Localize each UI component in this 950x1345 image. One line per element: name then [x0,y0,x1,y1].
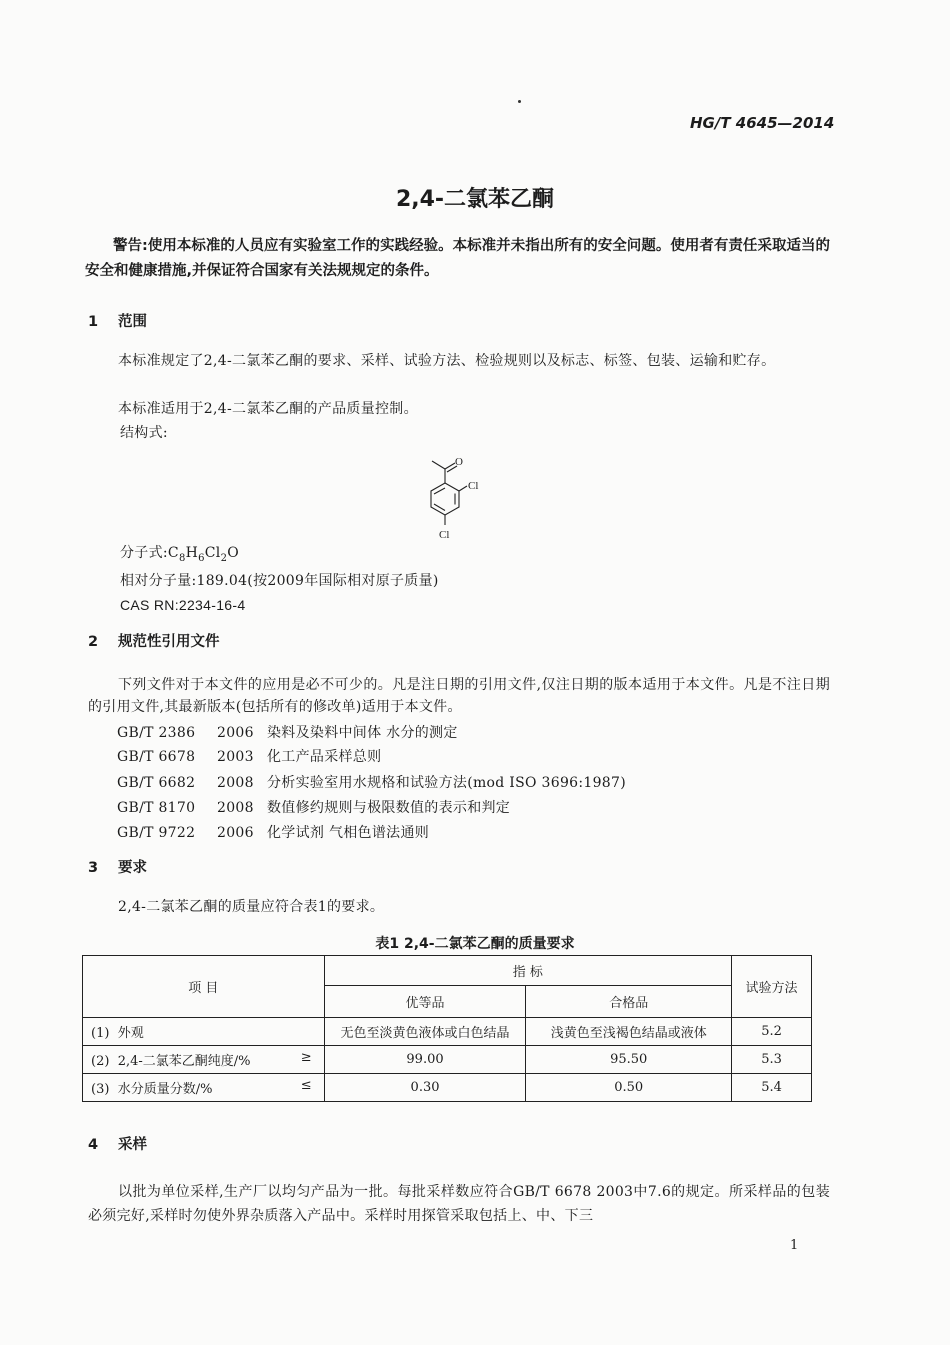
row-qualified: 0.50 [526,1074,732,1102]
methyl-bond [432,461,445,469]
ref-code: GB/T 9722 [117,825,196,841]
requirements-intro: 2,4-二氯苯乙酮的质量应符合表1的要求。 [118,899,385,915]
table-caption: 表1 2,4-二氯苯乙酮的质量要求 [375,936,575,952]
row-label: 2,4-二氯苯乙酮纯度/% [117,1054,251,1069]
standard-code: HG/T 4645—2014 [690,114,835,132]
section-4-title: 采样 [118,1137,147,1153]
molecular-weight: 相对分子量:189.04(按2009年国际相对原子质量) [120,573,439,589]
header-superior: 优等品 [324,986,526,1018]
section-4-number: 4 [88,1137,99,1153]
ref-code: GB/T 2386 [117,725,196,741]
row-qualified: 95.50 [526,1046,732,1074]
ref-title: 染料及染料中间体 水分的测定 [267,725,458,741]
oxygen-label: O [455,456,463,468]
section-1-number: 1 [88,314,99,330]
row-number: (3) [91,1082,110,1097]
warning-paragraph: 警告:使用本标准的人员应有实验室工作的实践经验。本标准并未指出所有的安全问题。使用者有责任采取适当的安全和健康措施,并保证符合国家有关法规规定的条件。 [85,238,830,279]
chloro-bond-2 [459,486,467,491]
table-row [83,1074,812,1102]
scan-speck [518,100,521,103]
chlorine-label-2: Cl [468,480,479,492]
formula-value: $C_8H_6Cl_2O$ [167,545,240,564]
row-superior: 无色至淡黄色液体或白色结晶 [324,1018,526,1046]
row-superior: 99.00 [324,1046,526,1074]
ref-year: 2006 [217,825,254,841]
row-number: (1) [91,1026,110,1041]
quality-requirements-table [82,955,812,1102]
ref-title: 化学试剂 气相色谱法通则 [267,825,430,841]
ref-code: GB/T 6678 [117,749,196,765]
row-number: (2) [91,1054,110,1069]
scope-paragraph-2: 本标准适用于2,4-二氯苯乙酮的产品质量控制。 [118,401,418,417]
scope-paragraph-1: 本标准规定了2,4-二氯苯乙酮的要求、采样、试验方法、检验规则以及标志、标签、包装、运输和贮存。 [118,353,776,369]
ref-year: 2006 [217,725,254,741]
ref-year: 2008 [217,800,254,816]
row-item [83,1018,325,1046]
reference-item [117,772,626,794]
section-1-title: 范围 [118,314,147,330]
structural-formula [405,445,515,545]
formula-label: 分子式: [120,545,168,561]
reference-item [117,722,458,744]
header-method: 试验方法 [732,956,812,1018]
header-qualified: 合格品 [526,986,732,1018]
reference-item [117,797,510,819]
ref-title: 分析实验室用水规格和试验方法(mod ISO 3696:1987) [267,775,626,791]
row-sign: ≤ [300,1078,312,1093]
section-2-number: 2 [88,634,99,650]
row-item [83,1074,325,1102]
row-sign: ≥ [300,1050,312,1065]
reference-item [117,746,381,768]
molecular-formula [120,542,239,570]
row-method: 5.3 [732,1046,812,1074]
ref-title: 化工产品采样总则 [267,749,382,765]
references-intro: 下列文件对于本文件的应用是必不可少的。凡是注日期的引用文件,仅注日期的版本适用于本文件。凡是不注日期的引用文件,其最新版本(包括所有的修改单)适用于本文件。 [88,677,830,715]
table-row [83,1018,812,1046]
header-index: 指 标 [324,956,731,986]
chlorine-label-4: Cl [439,529,450,541]
table-header-row [83,956,812,986]
page-number: 1 [790,1238,799,1253]
section-4-heading [88,1133,147,1154]
section-3-title: 要求 [118,860,147,876]
ref-code: GB/T 8170 [117,800,196,816]
row-method: 5.4 [732,1074,812,1102]
section-1-heading [88,310,147,331]
section-2-heading [88,630,220,651]
row-label: 外观 [117,1026,144,1041]
row-label: 水分质量分数/% [117,1082,213,1097]
row-method: 5.2 [732,1018,812,1046]
section-3-number: 3 [88,860,99,876]
ref-year: 2003 [217,749,254,765]
header-item: 项 目 [83,956,325,1018]
ref-code: GB/T 6682 [117,775,196,791]
section-3-heading [88,856,147,877]
sampling-paragraph: 以批为单位采样,生产厂以均匀产品为一批。每批采样数应符合GB/T 6678 2003中7.6的规定。所采样品的包装必须完好,采样时勿使外界杂质落入产品中。采样时用探管采取包括上、中、下三 [88,1184,830,1224]
row-superior: 0.30 [324,1074,526,1102]
ref-year: 2008 [217,775,254,791]
row-qualified: 浅黄色至浅褐色结晶或液体 [526,1018,732,1046]
ref-title: 数值修约规则与极限数值的表示和判定 [267,800,511,816]
row-item [83,1046,325,1074]
table-row [83,1046,812,1074]
structure-label: 结构式: [120,425,168,441]
reference-item [117,822,429,844]
cas-number: CAS RN:2234-16-4 [120,597,246,613]
section-2-title: 规范性引用文件 [118,634,220,650]
page-title: 2,4-二氯苯乙酮 [395,187,555,212]
